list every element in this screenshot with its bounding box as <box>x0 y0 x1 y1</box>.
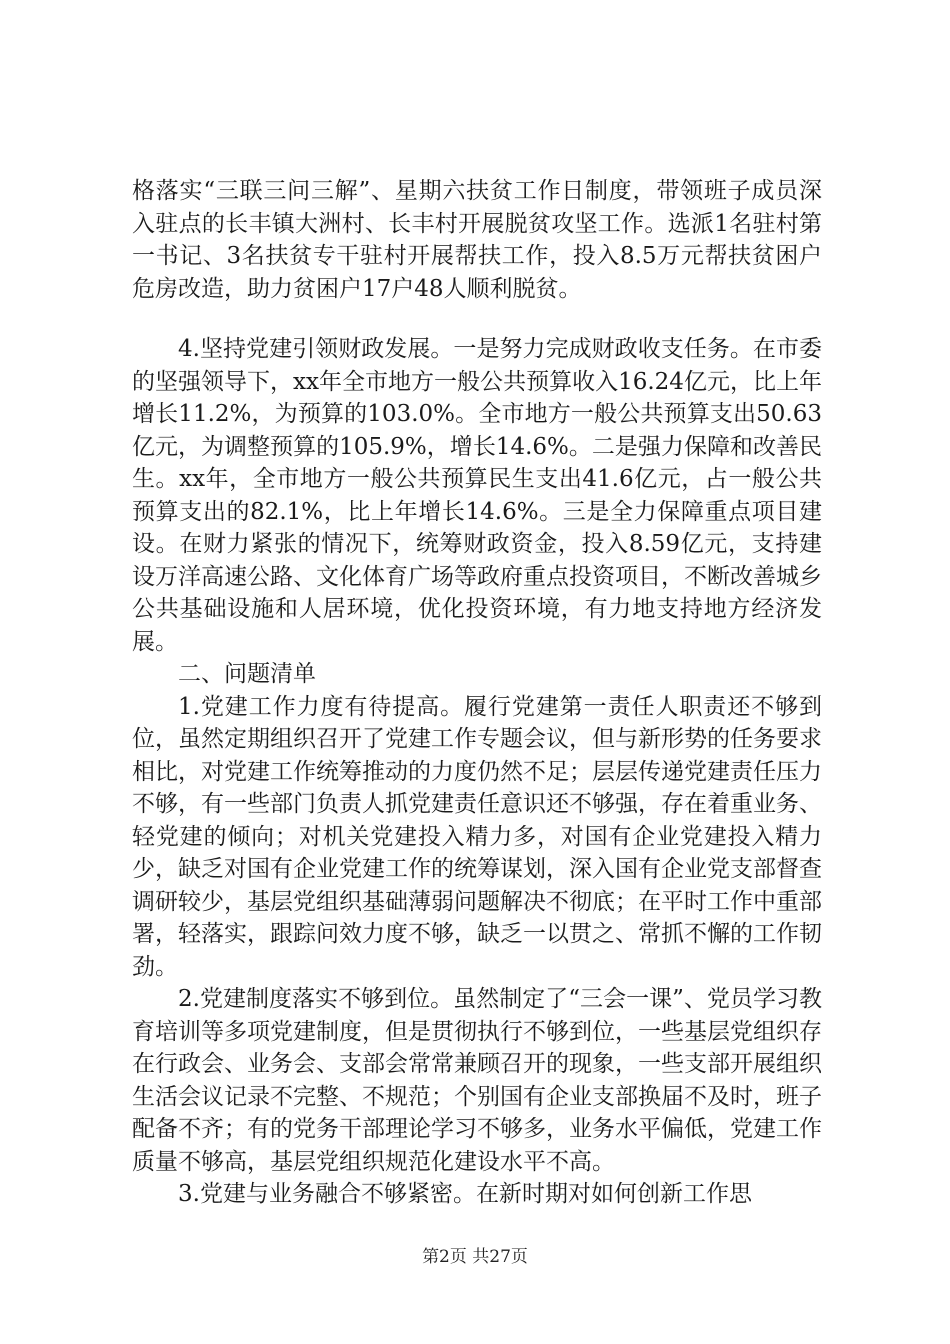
document-body <box>132 175 822 1211</box>
paragraph-continuation: 格落实“三联三问三解”、星期六扶贫工作日制度，带领班子成员深入驻点的长丰镇大洲村、长丰村开展脱贫攻坚工作。选派1名驻村第一书记、3名扶贫专干驻村开展帮扶工作，投入8.5万元帮扶贫困户危房改造，助力贫困户17户48人顺利脱贫。 <box>132 178 822 302</box>
paragraph-problem-3: 3.党建与业务融合不够紧密。在新时期对如何创新工作思 <box>178 1181 752 1207</box>
paragraph-problem-1: 1.党建工作力度有待提高。履行党建第一责任人职责还不够到位，虽然定期组织召开了党建工作专题会议，但与新形势的任务要求相比，对党建工作统筹推动的力度仍然不足；层层传递党建责任压力不够，有一些部门负责人抓党建责任意识还不够强，存在着重业务、轻党建的倾向；对机关党建投入精力多，对国有企业党建投入精力少，缺乏对国有企业党建工作的统筹谋划，深入国有企业党支部督查调研较少，基层党组织基础薄弱问题解决不彻底；在平时工作中重部署，轻落实，跟踪问效力度不够，缺乏一以贯之、常抓不懈的工作韧劲。 <box>132 693 822 980</box>
page-number-footer: 第2页 共27页 <box>422 1247 528 1267</box>
paragraph-finance-development: 4.坚持党建引领财政发展。一是努力完成财政收支任务。在市委的坚强领导下，xx年全市地方一般公共预算收入16.24亿元，比上年增长11.2%，为预算的103.0%。全市地方一般公共预算支出50.63亿元，为调整预算的105.9%，增长14.6%。二是强力保障和改善民生。xx年，全市地方一般公共预算民生支出41.6亿元，占一般公共预算支出的82.1%，比上年增长14.6%。三是全力保障重点项目建设。在财力紧张的情况下，统筹财政资金，投入8.59亿元，支持建设万洋高速公路、文化体育广场等政府重点投资项目，不断改善城乡公共基础设施和人居环境，优化投资环境，有力地支持地方经济发展。 <box>132 336 822 655</box>
paragraph-problem-2: 2.党建制度落实不够到位。虽然制定了“三会一课”、党员学习教育培训等多项党建制度，但是贯彻执行不够到位，一些基层党组织存在行政会、业务会、支部会常常兼顾召开的现象，一些支部开展组织生活会议记录不完整、不规范；个别国有企业支部换届不及时，班子配备不齐；有的党务干部理论学习不够多，业务水平偏低，党建工作质量不够高，基层党组织规范化建设水平不高。 <box>132 986 822 1175</box>
section-heading-problem-list: 二、问题清单 <box>178 661 316 687</box>
